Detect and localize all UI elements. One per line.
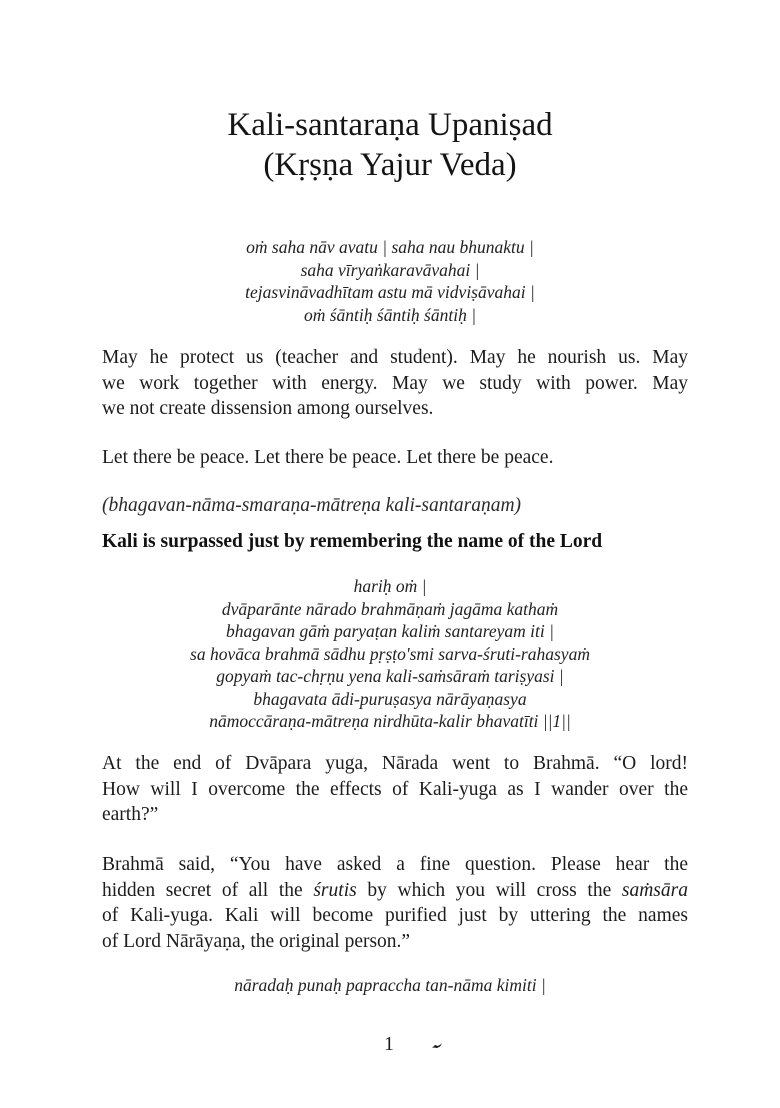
paragraph-line: of Kali-yuga. Kali will become purified just by uttering the names bbox=[102, 905, 688, 926]
paragraph-line: May he protect us (teacher and student). May he nourish us. May bbox=[102, 347, 688, 368]
page-number: 1 bbox=[384, 1033, 394, 1055]
paragraph-line: hidden secret of all the śrutis by which you will cross the saṁsāra bbox=[102, 879, 688, 901]
paragraph-line: we work together with energy. May we study with power. May bbox=[102, 372, 688, 394]
english-section-heading: Kali is surpassed just by remembering the name of the Lord bbox=[102, 531, 603, 552]
peace-line: Let there be peace. Let there be peace. Let there be peace. bbox=[102, 447, 554, 468]
verse-line: dvāparānte nārado brahmāṇaṁ jagāma kathaṁ bbox=[221, 598, 559, 619]
page-subtitle: (Kṛṣṇa Yajur Veda) bbox=[263, 147, 517, 183]
paragraph-line: earth?” bbox=[102, 804, 159, 825]
verse-line: tejasvināvadhītam astu mā vidviṣāvahai | bbox=[245, 282, 535, 302]
paragraph-line: At the end of Dvāpara yuga, Nārada went to Brahmā. “O lord! bbox=[102, 753, 688, 774]
paragraph-line: Brahmā said, “You have asked a fine question. Please hear the bbox=[102, 854, 688, 875]
translation-1 bbox=[102, 751, 688, 828]
bird-ornament-icon bbox=[431, 1043, 443, 1049]
invocation-verse bbox=[0, 236, 780, 326]
invocation-translation bbox=[102, 345, 688, 422]
paragraph-line: we not create dissension among ourselves. bbox=[102, 398, 434, 419]
verse-line: saha vīryaṅkaravāvahai | bbox=[300, 259, 480, 280]
verse-line: bhagavan gāṁ paryaṭan kaliṁ santareyam iti | bbox=[226, 621, 554, 641]
verse-line: gopyaṁ tac-chṛṇu yena kali-saṁsāraṁ tariṣyasi | bbox=[216, 666, 564, 686]
verse-line: nāradaḥ punaḥ papraccha tan-nāma kimiti | bbox=[234, 975, 546, 995]
verse-line: oṁ saha nāv avatu | saha nau bhunaktu | bbox=[246, 237, 534, 257]
verse-line: nāmoccāraṇa-mātreṇa nirdhūta-kalir bhavatīti ||1|| bbox=[209, 711, 571, 731]
term-srutis: śrutis bbox=[313, 879, 357, 901]
page-title: Kali-santaraṇa Upaniṣad bbox=[227, 107, 553, 143]
verse-line: oṁ śāntiḥ śāntiḥ śāntiḥ | bbox=[303, 304, 477, 325]
verse-line: hariḥ oṁ | bbox=[353, 576, 427, 596]
translation-2 bbox=[102, 852, 688, 954]
verse-line: bhagavata ādi-puruṣasya nārāyaṇasya bbox=[253, 688, 527, 709]
verse-2 bbox=[0, 974, 780, 997]
sanskrit-section-heading: (bhagavan-nāma-smaraṇa-mātreṇa kali-santaraṇam) bbox=[102, 495, 522, 516]
paragraph-line: of Lord Nārāyaṇa, the original person.” bbox=[102, 930, 411, 952]
term-samsara: saṁsāra bbox=[621, 879, 688, 901]
paragraph-line: How will I overcome the effects of Kali-yuga as I wander over the bbox=[102, 778, 688, 800]
verse-1 bbox=[0, 575, 780, 733]
verse-line: sa hovāca brahmā sādhu pṛṣṭo'smi sarva-śruti-rahasyaṁ bbox=[190, 643, 590, 664]
